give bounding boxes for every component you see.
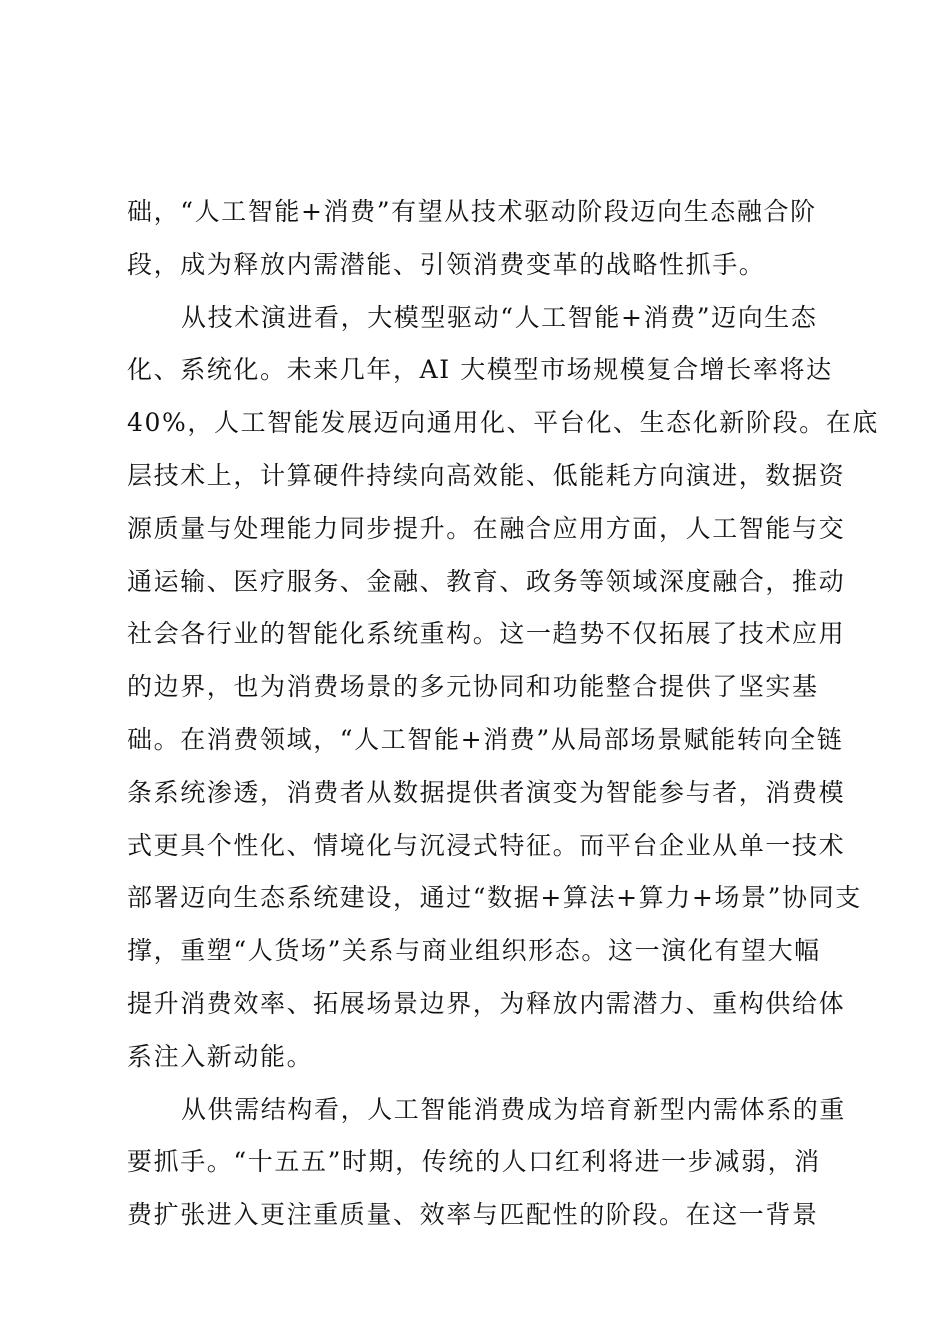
text-line: 源质量与处理能力同步提升。在融合应用方面，人工智能与交 xyxy=(127,513,846,543)
text-line: 式更具个性化、情境化与沉浸式特征。而平台企业从单一技术 xyxy=(127,830,846,860)
text-line-indented: 从供需结构看，人工智能消费成为培育新型内需体系的重 xyxy=(181,1094,847,1124)
text-line: 撑，重塑“人货场”关系与商业组织形态。这一演化有望大幅 xyxy=(127,936,821,966)
text-line: 础，“人工智能+消费”有望从技术驱动阶段迈向生态融合阶 xyxy=(127,197,817,226)
text-line: 部署迈向生态系统建设，通过“数据+算法+算力+场景”协同支 xyxy=(127,883,862,913)
text-line: 系注入新动能。 xyxy=(127,1041,314,1071)
paragraph-2 xyxy=(127,292,879,1084)
text-line: 要抓手。“十五五”时期，传统的人口红利将进一步减弱，消 xyxy=(127,1147,821,1177)
text-line: 费扩张进入更注重质量、效率与匹配性的阶段。在这一背景 xyxy=(127,1200,819,1230)
text-line: 的边界，也为消费场景的多元协同和功能整合提供了坚实基 xyxy=(127,672,819,702)
text-line: 础。在消费领域，“人工智能+消费”从局部场景赋能转向全链 xyxy=(127,724,844,754)
text-line: 社会各行业的智能化系统重构。这一趋势不仅拓展了技术应用 xyxy=(127,619,846,649)
text-line: 段，成为释放内需潜能、引领消费变革的战略性抓手。 xyxy=(127,249,766,279)
text-line: 通运输、医疗服务、金融、教育、政务等领域深度融合，推动 xyxy=(127,566,846,596)
text-line: 层技术上，计算硬件持续向高效能、低能耗方向演进，数据资 xyxy=(127,460,846,490)
paragraph-1 xyxy=(127,186,837,292)
text-line: 40%，人工智能发展迈向通用化、平台化、生态化新阶段。在底 xyxy=(127,408,879,438)
text-line-indented: 从技术演进看，大模型驱动“人工智能+消费”迈向生态 xyxy=(181,302,818,332)
body-text xyxy=(127,186,879,1242)
text-line: 条系统渗透，消费者从数据提供者演变为智能参与者，消费模 xyxy=(127,777,846,807)
text-line: 提升消费效率、拓展场景边界，为释放内需潜力、重构供给体 xyxy=(127,988,846,1018)
text-line: 化、系统化。未来几年，AI 大模型市场规模复合增长率将达 xyxy=(127,355,833,385)
paragraph-3 xyxy=(127,1084,847,1242)
